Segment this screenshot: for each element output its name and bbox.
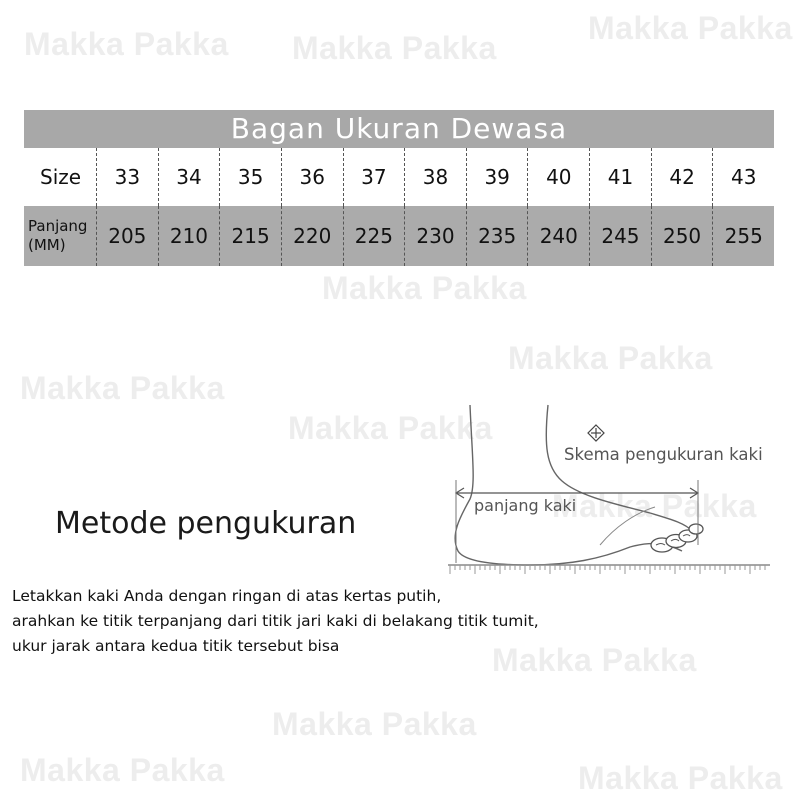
length-cell: 225 xyxy=(343,206,405,266)
watermark: Makka Pakka xyxy=(578,760,783,796)
watermark: Makka Pakka xyxy=(20,370,225,406)
size-cell: 43 xyxy=(712,148,774,206)
length-cell: 255 xyxy=(712,206,774,266)
foot-diagram xyxy=(430,395,800,580)
chart-title: Bagan Ukuran Dewasa xyxy=(24,110,774,148)
crosshair-icon xyxy=(588,425,604,441)
instructions xyxy=(12,584,712,659)
size-cell: 40 xyxy=(527,148,589,206)
length-cell: 245 xyxy=(589,206,651,266)
size-cell: 36 xyxy=(281,148,343,206)
size-chart xyxy=(24,110,774,266)
size-cell: 42 xyxy=(651,148,713,206)
length-cell: 240 xyxy=(527,206,589,266)
size-cell: 33 xyxy=(96,148,158,206)
size-cell: 38 xyxy=(404,148,466,206)
length-cell: 215 xyxy=(219,206,281,266)
length-row xyxy=(24,206,774,266)
diagram-caption: Skema pengukuran kaki xyxy=(564,445,763,464)
size-row xyxy=(24,148,774,206)
length-cell: 235 xyxy=(466,206,528,266)
length-row-label xyxy=(28,206,96,266)
watermark: Makka Pakka xyxy=(272,706,477,742)
size-row-label: Size xyxy=(40,165,82,189)
length-cells xyxy=(96,206,774,266)
length-cell: 205 xyxy=(96,206,158,266)
measure-label: panjang kaki xyxy=(474,496,577,515)
watermark: Makka Pakka xyxy=(20,752,225,788)
length-label-line1: Panjang xyxy=(28,217,88,235)
instruction-line: ukur jarak antara kedua titik tersebut bisa xyxy=(12,637,340,655)
length-cell: 230 xyxy=(404,206,466,266)
ruler-ticks xyxy=(450,565,765,574)
watermark: Makka Pakka xyxy=(552,488,757,524)
watermark: Makka Pakka xyxy=(24,26,229,62)
watermark: Makka Pakka xyxy=(322,270,527,306)
size-cell: 34 xyxy=(158,148,220,206)
length-cell: 210 xyxy=(158,206,220,266)
watermark: Makka Pakka xyxy=(492,642,697,678)
watermark: Makka Pakka xyxy=(508,340,713,376)
instruction-line: Letakkan kaki Anda dengan ringan di atas kertas putih, xyxy=(12,587,442,605)
instruction-line: arahkan ke titik terpanjang dari titik jari kaki di belakang titik tumit, xyxy=(12,612,539,630)
size-cells xyxy=(96,148,774,206)
watermark: Makka Pakka xyxy=(292,30,497,66)
size-cell: 39 xyxy=(466,148,528,206)
watermark: Makka Pakka xyxy=(588,10,793,46)
size-cell: 41 xyxy=(589,148,651,206)
method-title: Metode pengukuran xyxy=(55,506,357,541)
length-cell: 220 xyxy=(281,206,343,266)
watermark: Makka Pakka xyxy=(288,410,493,446)
length-label-line2: (MM) xyxy=(28,236,66,254)
size-cell: 37 xyxy=(343,148,405,206)
length-cell: 250 xyxy=(651,206,713,266)
size-cell: 35 xyxy=(219,148,281,206)
